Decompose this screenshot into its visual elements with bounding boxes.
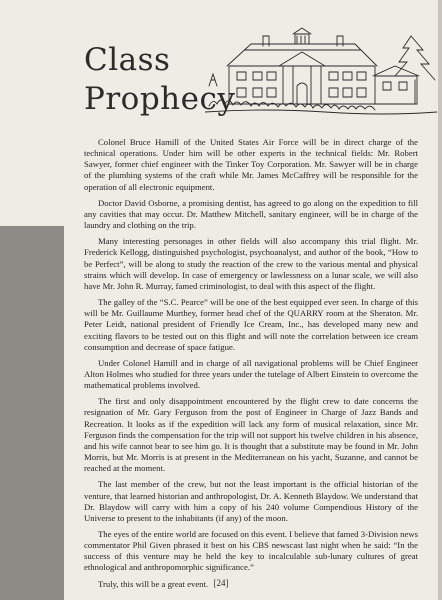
paragraph: Truly, this will be a great event. <box>98 578 209 589</box>
article-body <box>84 137 418 590</box>
paragraph: Many interesting personages in other fields will also accompany this trial flight. Mr. Frederick Kellogg, distinguished psychologist, psychoanalyst, and author of the book, “How to be Perfect”, will be along to study the reaction of the crew to the various mental and physical strains which will develop. In case of emergency or lawlessness on a lunar scale, we will also have Mr. John R. Murray, famed criminologist, to deal with this aspect of the flight. <box>84 236 418 291</box>
paragraph: The galley of the “S.C. Pearce” will be one of the best equipped ever seen. In charge of this will be Mr. Guillaume Murthey, former head chef of the QUARRY room at the Sheraton. Mr. Peter Leidt, national president of Friendly Ice Cream, Inc., has developed many new and exciting flavors to be tested out on this flight and will note the correlation between ice cream consumption and decrease of space fatigue. <box>84 297 418 352</box>
page-edge <box>438 0 442 600</box>
paragraph: Under Colonel Hamill and in charge of all navigational problems will be Chief Engineer Alton Holmes who studied for three years under the tutelage of Albert Einstein to overcome the mathematical problems involved. <box>84 357 418 391</box>
title-line-2: Prophecy <box>84 81 236 117</box>
paragraph: The last member of the crew, but not the least important is the official historian of the venture, that learned historian and anthropologist, Dr. A. Kenneth Blaydow. We understand that Dr. Blaydow will carry with him a copy of his 240 volume Compendious History of the Universe to present to the inhabitants (if any) of the moon. <box>84 479 418 523</box>
paragraph: The eyes of the entire world are focused on this event. I believe that famed 3-Division news commentator Phil Given phrased it best on his CBS newscast last night when he said: “In the success of this venture may he held the key to incalculable sub-lunary cultures of great ethnological and anthropomorphic significance.” <box>84 529 418 573</box>
gray-side-block <box>0 226 64 600</box>
building-sketch-illustration <box>205 26 437 126</box>
paragraph: The first and only disappointment encountered by the flight crew to date concerns the resignation of Mr. Gary Ferguson from the post of Engineer in Charge of Jazz Bands and Recreation. It looks as if the expedition will lack any form of musical relaxation, since Mr. Ferguson finds the compensation for the trip will not support his twelve children in his absence, and his wife cannot bear to see him go. It is thought that a substitute may be found in Mr. John Morris, but Mr. Morris is at present in the Mediterranean on his yacht, Suzanne, and cannot be reached at the moment. <box>84 396 418 474</box>
paragraph: Colonel Bruce Hamill of the United States Air Force will be in direct charge of the technical operations. Under him will be other experts in the technical fields: Mr. Robert Sawyer, former chief engineer with the Tinker Toy Corporation. Mr. Sawyer will be in charge of the plumbing systems of the craft while Mr. James McCaffrey will be responsible for the operation of all electronic equipment. <box>84 137 418 192</box>
page-number: [24] <box>213 578 229 588</box>
paragraph: Doctor David Osborne, a promising dentist, has agreed to go along on the expedition to fill any cavities that may occur. Dr. Matthew Mitchell, sanitary engineer, will be in charge of the laundry and clothing on the trip. <box>84 197 418 231</box>
title-line-1: Class <box>84 42 171 78</box>
